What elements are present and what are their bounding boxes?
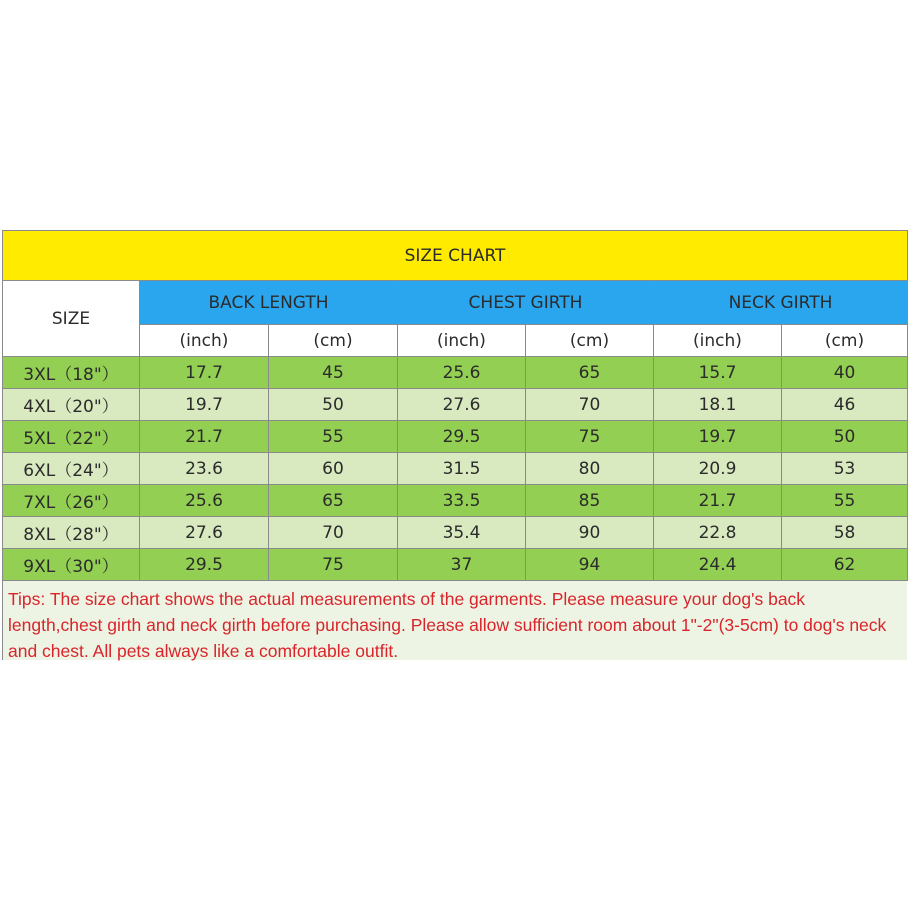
table-cell: 75 [526, 421, 654, 453]
table-cell: 62 [782, 549, 908, 581]
unit-header: (inch) [140, 325, 269, 357]
table-cell: 70 [526, 389, 654, 421]
table-cell: 22.8 [654, 517, 782, 549]
neck-girth-header: NECK GIRTH [654, 281, 908, 325]
chart-title: SIZE CHART [3, 231, 908, 281]
title-row [3, 231, 908, 281]
unit-header: (cm) [782, 325, 908, 357]
size-column-header: SIZE [3, 281, 140, 357]
table-cell: 35.4 [398, 517, 526, 549]
size-label: 6XL（24"） [3, 453, 140, 485]
table-cell: 40 [782, 357, 908, 389]
table-cell: 21.7 [140, 421, 269, 453]
table-cell: 80 [526, 453, 654, 485]
table-cell: 90 [526, 517, 654, 549]
table-row [3, 485, 908, 517]
group-header-row [3, 281, 908, 325]
table-cell: 27.6 [140, 517, 269, 549]
table-row [3, 421, 908, 453]
table-row [3, 517, 908, 549]
size-label: 9XL（30"） [3, 549, 140, 581]
table-cell: 58 [782, 517, 908, 549]
table-cell: 18.1 [654, 389, 782, 421]
chest-girth-header: CHEST GIRTH [398, 281, 654, 325]
table-cell: 55 [269, 421, 398, 453]
table-row [3, 389, 908, 421]
table-cell: 70 [269, 517, 398, 549]
table-cell: 15.7 [654, 357, 782, 389]
unit-header: (inch) [654, 325, 782, 357]
table-cell: 24.4 [654, 549, 782, 581]
size-chart [2, 230, 907, 660]
table-cell: 25.6 [140, 485, 269, 517]
table-cell: 45 [269, 357, 398, 389]
table-cell: 27.6 [398, 389, 526, 421]
unit-header: (cm) [526, 325, 654, 357]
size-label: 7XL（26"） [3, 485, 140, 517]
table-cell: 37 [398, 549, 526, 581]
table-cell: 29.5 [140, 549, 269, 581]
table-cell: 21.7 [654, 485, 782, 517]
back-length-header: BACK LENGTH [140, 281, 398, 325]
table-cell: 65 [526, 357, 654, 389]
size-label: 5XL（22"） [3, 421, 140, 453]
table-cell: 50 [782, 421, 908, 453]
tips-text: Tips: The size chart shows the actual measurements of the garments. Please measure your dog's back length,chest girth and neck girth before purchasing. Please allow sufficient room about 1"-2"(3-5cm) to dog's neck and chest. All pets always like a comfortable outfit. [2, 581, 907, 660]
table-cell: 33.5 [398, 485, 526, 517]
table-row [3, 357, 908, 389]
table-cell: 17.7 [140, 357, 269, 389]
table-cell: 85 [526, 485, 654, 517]
unit-header: (cm) [269, 325, 398, 357]
size-label: 8XL（28"） [3, 517, 140, 549]
size-label: 4XL（20"） [3, 389, 140, 421]
table-cell: 20.9 [654, 453, 782, 485]
table-cell: 50 [269, 389, 398, 421]
table-cell: 60 [269, 453, 398, 485]
table-cell: 25.6 [398, 357, 526, 389]
table-cell: 53 [782, 453, 908, 485]
table-cell: 19.7 [654, 421, 782, 453]
table-row [3, 549, 908, 581]
table-cell: 23.6 [140, 453, 269, 485]
size-table [2, 230, 908, 581]
size-label: 3XL（18"） [3, 357, 140, 389]
table-cell: 29.5 [398, 421, 526, 453]
table-cell: 75 [269, 549, 398, 581]
table-cell: 94 [526, 549, 654, 581]
table-cell: 65 [269, 485, 398, 517]
table-cell: 46 [782, 389, 908, 421]
unit-header: (inch) [398, 325, 526, 357]
table-cell: 31.5 [398, 453, 526, 485]
table-cell: 19.7 [140, 389, 269, 421]
table-row [3, 453, 908, 485]
table-cell: 55 [782, 485, 908, 517]
